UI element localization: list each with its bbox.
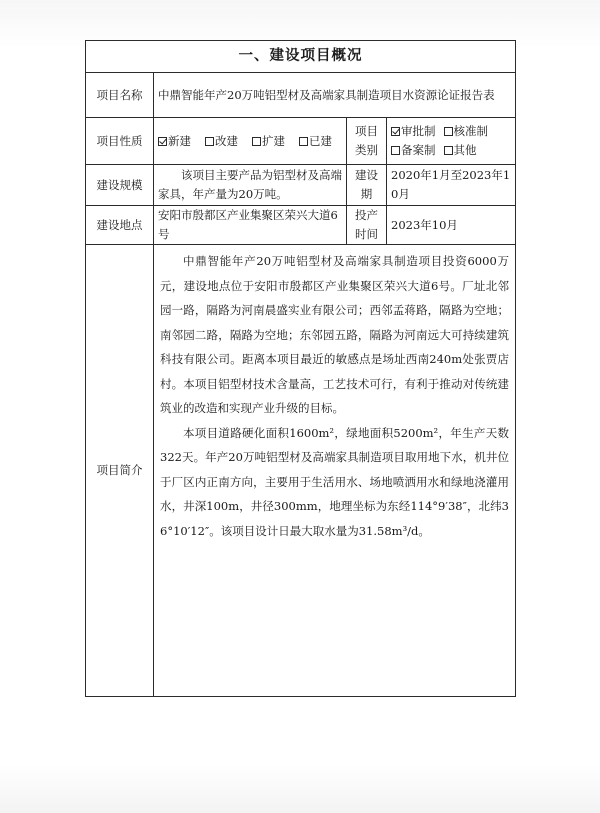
category-option-approval: 审批制: [391, 122, 436, 141]
checkbox-icon: [444, 146, 453, 155]
construction-period-label: 建设期: [347, 165, 387, 206]
construction-scale-label: 建设规模: [86, 165, 154, 206]
nature-option-new: 新建: [158, 132, 191, 151]
project-nature-row: [86, 118, 516, 165]
construction-location-label: 建设地点: [86, 206, 154, 245]
nature-option-rebuild: 改建: [205, 132, 238, 151]
project-intro-label: 项目简介: [86, 245, 154, 697]
intro-paragraph-2: 本项目道路硬化面积1600m²，绿地面积5200m²，年生产天数322天。年产20万吨铝型材及高端家具制造项目取用地下水，机井位于厂区内正南方向，主要用于生活用水、场地喷洒用水和绿地浇灌用水，井深100m，井径300mm，地理坐标为东经114°9′38″，北纬36°10′12″。该项目设计日最大取水量为31.58m³/d。: [160, 425, 509, 538]
checkbox-icon: [158, 137, 167, 146]
commissioning-time-label: 投产时间: [347, 206, 387, 245]
checkbox-icon: [205, 137, 214, 146]
intro-paragraph-1: 中鼎智能年产20万吨铝型材及高端家具制造项目投资6000万元，建设地点位于安阳市殷都区产业集聚区荣兴大道6号。厂址北邻园一路，隔路为河南晨盛实业有限公司；西邻孟蒋路，隔路为空地；南邻园二路，隔路为空地；东邻园五路，隔路为河南远大可持续建筑科技有限公司。距离本项目最近的敏感点是场址西南240m处张贾店村。本项目铝型材技术含量高，工艺技术可行，有利于推动对传统建筑业的改造和实现产业升级的目标。: [160, 254, 509, 415]
project-category-label: 项目类别: [347, 118, 387, 165]
project-overview-table: [85, 40, 516, 697]
construction-location-row: [86, 206, 516, 245]
construction-period-value: 2020年1月至2023年10月: [387, 165, 516, 206]
category-option-other: 其他: [444, 141, 477, 160]
project-intro-content: [154, 245, 516, 697]
project-category-options: [387, 118, 516, 165]
checkbox-icon: [299, 137, 308, 146]
commissioning-time-value: 2023年10月: [387, 206, 516, 245]
title-row: [86, 41, 516, 73]
project-nature-label: 项目性质: [86, 118, 154, 165]
category-option-filing: 备案制: [391, 141, 436, 160]
construction-scale-row: [86, 165, 516, 206]
project-intro-row: [86, 245, 516, 697]
section-title: 一、建设项目概况: [86, 41, 516, 73]
category-option-verification: 核准制: [444, 122, 489, 141]
project-nature-options: [154, 118, 347, 165]
checkbox-icon: [391, 127, 400, 136]
nature-option-built: 已建: [299, 132, 332, 151]
project-name-value: 中鼎智能年产20万吨铝型材及高端家具制造项目水资源论证报告表: [154, 73, 516, 118]
project-name-row: [86, 73, 516, 118]
nature-option-expand: 扩建: [252, 132, 285, 151]
construction-scale-value: 该项目主要产品为铝型材及高端家具，年产量为20万吨。: [154, 165, 347, 206]
checkbox-icon: [444, 127, 453, 136]
construction-location-value: 安阳市殷都区产业集聚区荣兴大道6号: [154, 206, 347, 245]
checkbox-icon: [252, 137, 261, 146]
checkbox-icon: [391, 146, 400, 155]
project-name-label: 项目名称: [86, 73, 154, 118]
